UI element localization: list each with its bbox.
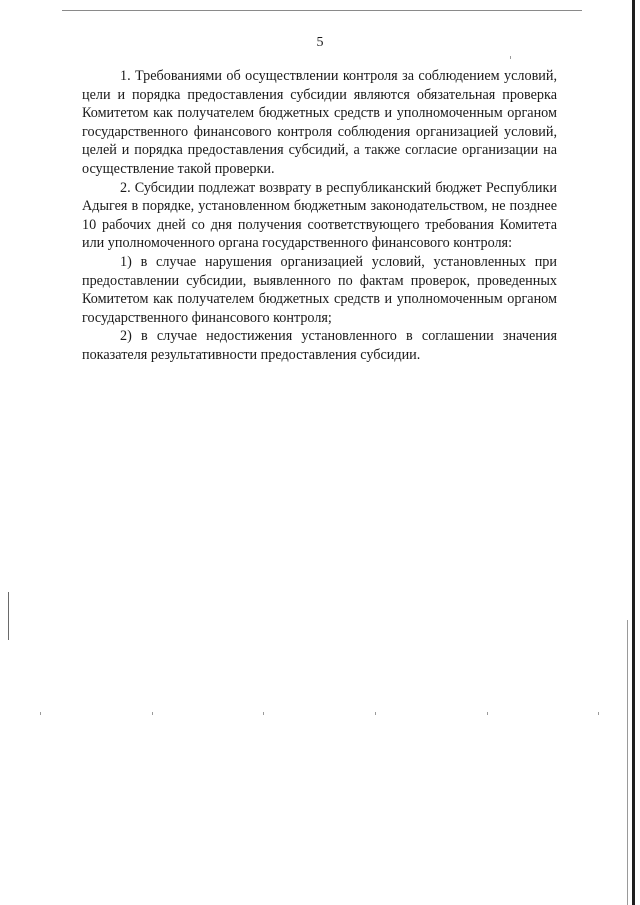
scan-right-edge-shadow	[627, 620, 628, 905]
scan-speck	[40, 712, 41, 715]
page-number: 5	[316, 35, 324, 50]
paragraph-target-not-achieved: 2) в случае недостижения установленного в соглашении значения показателя результативности предоставления субсидии.	[82, 328, 557, 363]
scan-speck	[263, 712, 264, 715]
scan-speck	[487, 712, 488, 715]
paragraph-control-requirements: 1. Требованиями об осуществлении контроля за соблюдением условий, цели и порядка предоставления субсидии являются обязательная проверка Комитетом как получателем бюджетных средств и уполномоченным органом государственного финансового контроля соблюдения организацией условий, целей и порядка предоставления субсидий, а также согласие организации на осуществление такой проверки.	[82, 68, 557, 177]
scan-speck	[375, 712, 376, 715]
paragraph-subsidy-return: 2. Субсидии подлежат возврату в республиканский бюджет Республики Адыгея в порядке, установленном бюджетным законодательством, не позднее 10 рабочих дней со дня получения соответствующего требования Комитета или уполномоченного органа государственного финансового контроля:	[82, 179, 557, 252]
scan-top-border	[62, 10, 582, 11]
paragraph-violation-case: 1) в случае нарушения организацией условий, установленных при предоставлении субсидии, выявленного по фактам проверок, проведенных Комитетом как получателем бюджетных средств и уполномоченным органом государственного финансового контроля;	[82, 253, 557, 326]
scan-speck	[510, 56, 511, 59]
scan-left-mark	[8, 592, 9, 640]
scan-speck	[598, 712, 599, 715]
document-body	[82, 67, 557, 365]
scan-speck	[152, 712, 153, 715]
scan-right-edge	[632, 0, 635, 905]
